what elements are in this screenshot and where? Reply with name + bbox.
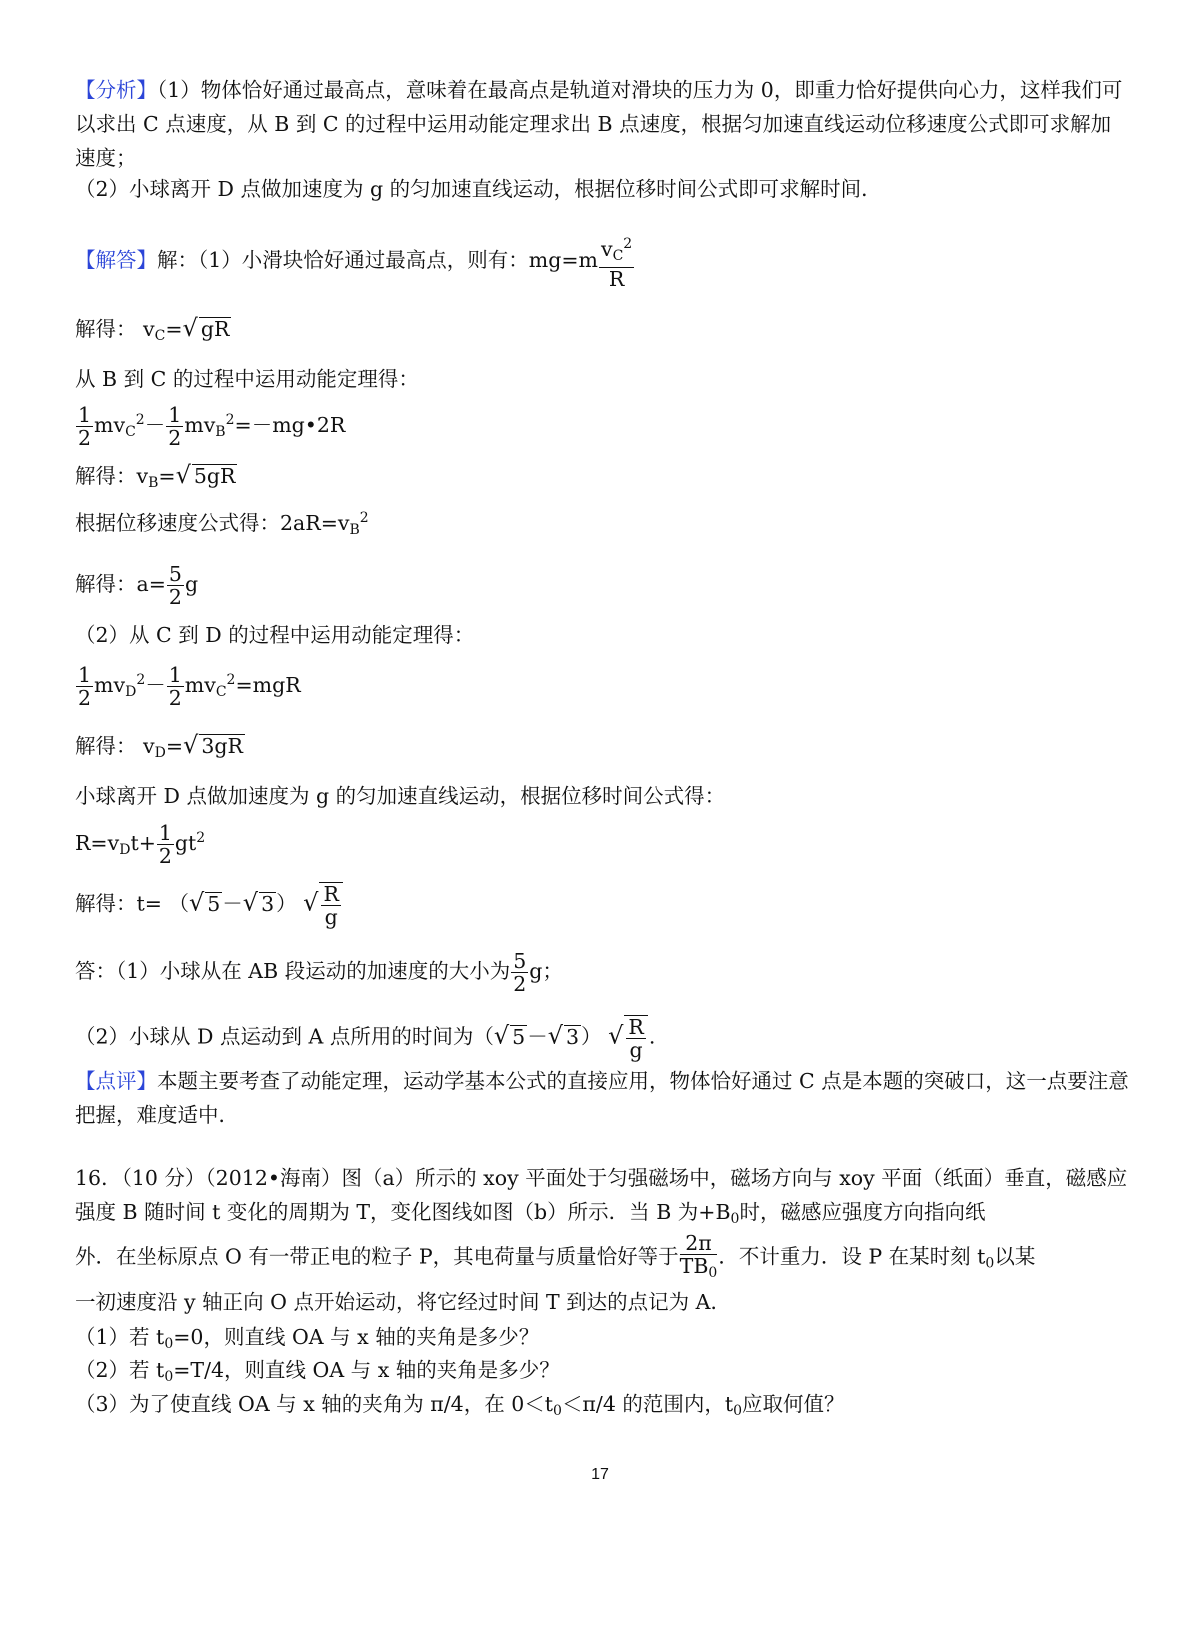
fraction: $\frac{1}{2}$: [168, 403, 182, 450]
page-number: 17: [591, 1466, 609, 1483]
solution-line-1: [75, 233, 635, 290]
sqrt-icon: √: [303, 888, 319, 917]
comment-tag: 【点评】: [75, 1069, 157, 1093]
problem16-line-3: 一初速度沿 y 轴正向 O 点开始运动，将它经过时间 T 到达的点记为 A．: [75, 1290, 731, 1314]
sqrt-icon: √: [493, 1021, 510, 1050]
fraction: $\frac{R}{g}$: [624, 1015, 647, 1061]
question-2: （2）若 $t_0=T/4$，则直线 OA 与 x 轴的夹角是多少？: [75, 1358, 560, 1385]
fraction: $\frac{1}{2}$: [168, 663, 182, 710]
solution-line-2: 解得： $v_C=√$ gR: [75, 314, 230, 344]
sqrt-content: 3gR: [201, 734, 243, 758]
analysis-text-1: （1）物体恰好通过最高点，意味着在最高点是轨道对滑块的压力为 0，即重力恰好提供向心力，这样我们可以求出 C 点速度，从 B 到 C 的过程中运用动能定理求出 B 点速度，根据匀加速直线运动位移速度公式即可求解加速度；: [75, 78, 1123, 170]
sqrt-icon: √: [182, 314, 198, 342]
solution-line-9: $\frac{1}{2}$ $mv_D^2-$ $\frac{1}{2}$ $mv_C^2=mgR$: [78, 663, 301, 710]
fraction: $\frac{5}{2}$: [168, 562, 182, 609]
solution-line-10: 解得： $v_D=√$ 3gR: [75, 731, 243, 761]
sqrt-content: gR: [200, 317, 230, 341]
fraction: $\frac{1}{2}$: [78, 663, 92, 710]
fraction: $\frac{R}{g}$: [319, 882, 342, 928]
solution-line-3: 从 B 到 C 的过程中运用动能定理得：: [75, 367, 419, 391]
analysis-paragraph-1: [75, 73, 1131, 175]
sqrt-icon: √: [183, 731, 199, 759]
problem16-paragraph-1: 16．（10 分）（2012•海南）图（a）所示的 xoy 平面处于匀强磁场中，磁场方向与 xoy 平面（纸面）垂直，磁感应强度 B 随时间 t 变化的周期为 T，变化图线如图（b）所示．当 B 为$+B_0$时，磁感应强度方向指向纸: [75, 1166, 1128, 1227]
formula-text: v: [143, 317, 155, 341]
fraction: $\frac{2\pi}{TB_0}$: [679, 1231, 718, 1281]
solution-line-5: 解得：$v_B=√$ 5gR: [75, 461, 236, 491]
sqrt-icon: √: [188, 888, 205, 917]
solution-text: 解得：: [75, 317, 137, 341]
question-1: （1）若 $t_0=0$，则直线 OA 与 x 轴的夹角是多少？: [75, 1325, 540, 1352]
sqrt-icon: √: [608, 1021, 624, 1050]
fraction: $\frac{1}{2}$: [158, 821, 172, 868]
solution-text: 解：（1）小滑块恰好通过最高点，则有：: [157, 248, 529, 272]
analysis-tag: 【分析】: [75, 78, 157, 102]
solution-line-4: $\frac{1}{2}$ $mv_C^2-$ $\frac{1}{2}$ $mv_B^2=-mg•2R$: [78, 403, 346, 450]
answer-line-1: 答：（1）小球从在 AB 段运动的加速度的大小为 $\frac{5}{2}$ g；: [75, 949, 563, 996]
sqrt-icon: √: [242, 888, 259, 917]
formula-text: mg=m: [528, 248, 598, 272]
fraction: $\frac{5}{2}$: [513, 949, 527, 996]
solution-tag: 【解答】: [75, 248, 157, 272]
solution-line-12: $R=v_Dt+$ $\frac{1}{2}$ $gt^2$: [75, 821, 206, 868]
comment-paragraph: 【点评】本题主要考查了动能定理，运动学基本公式的直接应用，物体恰好通过 C 点是本题的突破口，这一点要注意把握，难度适中．: [75, 1069, 1129, 1127]
analysis-paragraph-2: （2）小球离开 D 点做加速度为 g 的匀加速直线运动，根据位移时间公式即可求解时间．: [75, 177, 882, 201]
answer-line-2: （2）小球从 D 点运动到 A 点所用的时间为（√ 5－√ 3） √ $\frac{R}{g}$ .: [75, 1015, 656, 1062]
solution-line-6: 根据位移速度公式得：$2aR=v_B^2$: [75, 510, 369, 538]
sqrt-icon: √: [175, 461, 191, 489]
solution-line-11: 小球离开 D 点做加速度为 g 的匀加速直线运动，根据位移时间公式得：: [75, 784, 726, 808]
question-3: （3）为了使直线 OA 与 x 轴的夹角为 π/4，在 $0<t_0<\pi/4$ 的范围内，$t_0$应取何值？: [75, 1392, 845, 1419]
solution-line-8: （2）从 C 到 D 的过程中运用动能定理得：: [75, 623, 475, 647]
fraction: $\frac{1}{2}$: [78, 403, 92, 450]
fraction: $\frac{v_C^2}{R}$: [599, 233, 634, 290]
problem16-line-2: 外．在坐标原点 O 有一带正电的粒子 P，其电荷量与质量恰好等于 $\frac{2\pi}{TB_0}$ ．不计重力．设 P 在某时刻 $t_0$以某: [75, 1232, 1035, 1284]
solution-line-13: 解得：t= （√ 5－√ 3） √ $\frac{R}{g}$: [75, 882, 344, 928]
sqrt-icon: √: [547, 1021, 563, 1050]
sqrt-content: 5gR: [193, 464, 236, 488]
solution-line-7: 解得：a= $\frac{5}{2}$ g: [75, 562, 199, 609]
